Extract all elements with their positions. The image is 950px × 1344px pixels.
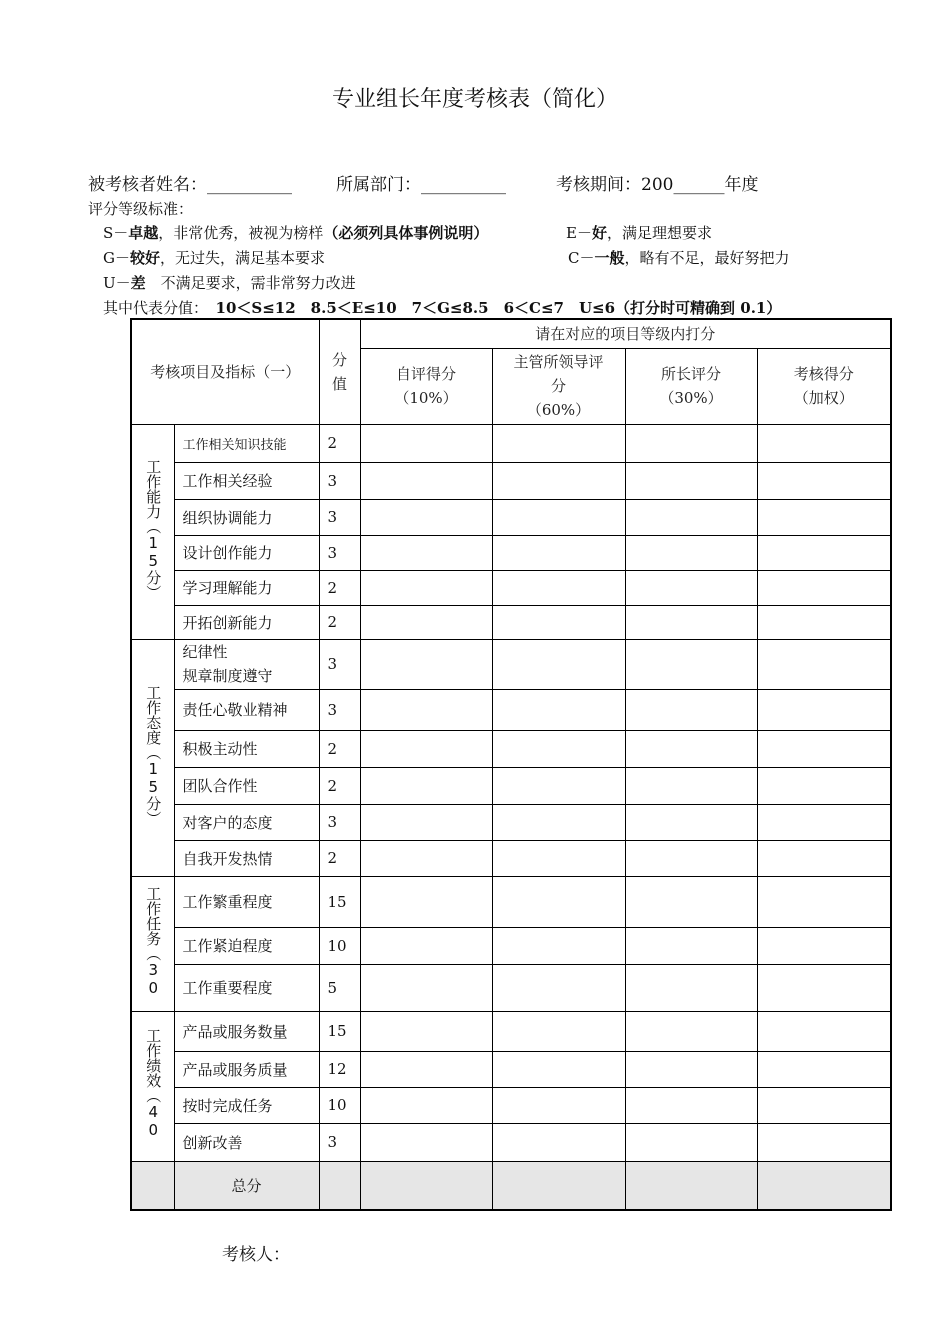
department-field-label: 所属部门：__________	[336, 175, 506, 195]
header-director-score: 所长评分 （30%）	[625, 348, 757, 424]
grade-s-name: 卓越	[128, 224, 159, 242]
period-field-label: 考核期间：200______年度	[556, 175, 759, 195]
table-row	[131, 639, 891, 689]
grade-s-text: ，非常优秀，被视为榜样	[158, 224, 324, 242]
final-score-cell[interactable]	[757, 767, 891, 804]
self-score-cell[interactable]	[360, 804, 492, 840]
item-score: 3	[319, 535, 360, 570]
director-score-cell[interactable]	[625, 689, 757, 730]
item-score: 3	[319, 639, 360, 689]
final-score-cell[interactable]	[757, 730, 891, 767]
director-score-cell[interactable]	[625, 570, 757, 605]
item-score: 3	[319, 462, 360, 499]
header-self-score: 自评得分 （10%）	[360, 348, 492, 424]
director-score-cell[interactable]	[625, 840, 757, 876]
manager-score-cell[interactable]	[492, 804, 625, 840]
item-label: 产品或服务数量	[174, 1011, 319, 1051]
item-score: 12	[319, 1051, 360, 1087]
assessor-label: 考核人：	[222, 1245, 290, 1265]
item-label: 产品或服务质量	[174, 1051, 319, 1087]
score-values-label: 其中代表分值：	[103, 299, 201, 317]
table-row	[131, 730, 891, 767]
grade-s-note: （必须列具体事例说明）	[323, 224, 489, 242]
item-label: 设计创作能力	[174, 535, 319, 570]
total-self-cell[interactable]	[360, 1161, 492, 1210]
table-row	[131, 1123, 891, 1161]
item-score: 2	[319, 424, 360, 462]
item-score: 5	[319, 964, 360, 1011]
item-label: 工作繁重程度	[174, 876, 319, 927]
total-director-cell[interactable]	[625, 1161, 757, 1210]
director-score-cell[interactable]	[625, 605, 757, 639]
director-score-cell[interactable]	[625, 730, 757, 767]
director-score-cell[interactable]	[625, 876, 757, 927]
final-score-cell[interactable]	[757, 570, 891, 605]
manager-score-cell[interactable]	[492, 605, 625, 639]
table-row	[131, 689, 891, 730]
item-label: 积极主动性	[174, 730, 319, 767]
item-label: 工作相关经验	[174, 462, 319, 499]
manager-score-cell[interactable]	[492, 840, 625, 876]
self-score-cell[interactable]	[360, 767, 492, 804]
final-score-cell[interactable]	[757, 804, 891, 840]
header-final-score: 考核得分 （加权）	[757, 348, 891, 424]
self-score-cell[interactable]	[360, 964, 492, 1011]
grade-e-text: ，满足理想要求	[606, 224, 712, 242]
item-score: 2	[319, 730, 360, 767]
category-ability: 工作能力（15分）	[131, 424, 174, 639]
assessment-table	[130, 318, 892, 1211]
director-score-cell[interactable]	[625, 804, 757, 840]
final-score-cell[interactable]	[757, 840, 891, 876]
score-values-line	[103, 297, 781, 318]
self-score-cell[interactable]	[360, 927, 492, 964]
manager-score-cell[interactable]	[492, 1123, 625, 1161]
item-score: 2	[319, 767, 360, 804]
final-score-cell[interactable]	[757, 876, 891, 927]
director-score-cell[interactable]	[625, 1087, 757, 1123]
final-score-cell[interactable]	[757, 927, 891, 964]
table-row	[131, 927, 891, 964]
self-score-cell[interactable]	[360, 840, 492, 876]
category-attitude: 工作态度（15分）	[131, 639, 174, 876]
item-label: 组织协调能力	[174, 499, 319, 535]
table-row	[131, 767, 891, 804]
self-score-cell[interactable]	[360, 499, 492, 535]
final-score-cell[interactable]	[757, 964, 891, 1011]
grade-u-text: 不满足要求，需非常努力改进	[145, 274, 356, 292]
item-score: 2	[319, 605, 360, 639]
manager-score-cell[interactable]	[492, 639, 625, 689]
item-label: 工作紧迫程度	[174, 927, 319, 964]
table-row	[131, 570, 891, 605]
final-score-cell[interactable]	[757, 1123, 891, 1161]
table-row	[131, 876, 891, 927]
item-score: 15	[319, 876, 360, 927]
total-row	[131, 1161, 891, 1210]
director-score-cell[interactable]	[625, 964, 757, 1011]
grade-s-prefix: S－	[103, 224, 129, 242]
manager-score-cell[interactable]	[492, 730, 625, 767]
final-score-cell[interactable]	[757, 1051, 891, 1087]
item-score: 2	[319, 570, 360, 605]
final-score-cell[interactable]	[757, 535, 891, 570]
item-label: 创新改善	[174, 1123, 319, 1161]
item-score: 10	[319, 1087, 360, 1123]
self-score-cell[interactable]	[360, 689, 492, 730]
grade-c-description	[568, 247, 790, 268]
director-score-cell[interactable]	[625, 1051, 757, 1087]
item-label: 按时完成任务	[174, 1087, 319, 1123]
table-row	[131, 605, 891, 639]
item-label: 纪律性 规章制度遵守	[174, 639, 319, 689]
manager-score-cell[interactable]	[492, 462, 625, 499]
table-row	[131, 462, 891, 499]
item-label: 自我开发热情	[174, 840, 319, 876]
manager-score-cell[interactable]	[492, 499, 625, 535]
final-score-cell[interactable]	[757, 639, 891, 689]
item-score: 3	[319, 689, 360, 730]
director-score-cell[interactable]	[625, 927, 757, 964]
final-score-cell[interactable]	[757, 499, 891, 535]
self-score-cell[interactable]	[360, 639, 492, 689]
manager-score-cell[interactable]	[492, 1087, 625, 1123]
manager-score-cell[interactable]	[492, 767, 625, 804]
director-score-cell[interactable]	[625, 639, 757, 689]
item-score: 2	[319, 840, 360, 876]
table-row	[131, 1087, 891, 1123]
final-score-cell[interactable]	[757, 462, 891, 499]
final-score-cell[interactable]	[757, 1087, 891, 1123]
grade-u-name: 差	[130, 274, 146, 292]
grade-g-name: 较好	[129, 249, 160, 267]
header-score: 分值	[319, 319, 360, 424]
grade-e-name: 好	[591, 224, 607, 242]
item-label: 开拓创新能力	[174, 605, 319, 639]
header-scoring-instruction: 请在对应的项目等级内打分	[360, 319, 891, 348]
item-label: 工作相关知识技能	[174, 424, 319, 462]
item-label: 工作重要程度	[174, 964, 319, 1011]
table-row	[131, 535, 891, 570]
final-score-cell[interactable]	[757, 689, 891, 730]
grade-e-description	[566, 222, 712, 243]
item-score: 3	[319, 499, 360, 535]
table-row	[131, 964, 891, 1011]
name-field-label: 被考核者姓名：__________	[88, 175, 292, 195]
item-score: 15	[319, 1011, 360, 1051]
director-score-cell[interactable]	[625, 535, 757, 570]
manager-score-cell[interactable]	[492, 964, 625, 1011]
self-score-cell[interactable]	[360, 462, 492, 499]
item-label: 责任心敬业精神	[174, 689, 319, 730]
item-score: 3	[319, 804, 360, 840]
item-score: 3	[319, 1123, 360, 1161]
final-score-cell[interactable]	[757, 424, 891, 462]
self-score-cell[interactable]	[360, 1051, 492, 1087]
self-score-cell[interactable]	[360, 535, 492, 570]
director-score-cell[interactable]	[625, 767, 757, 804]
total-label: 总分	[174, 1161, 319, 1210]
total-score-cell[interactable]	[319, 1161, 360, 1210]
total-final-cell[interactable]	[757, 1161, 891, 1210]
grade-g-description	[103, 247, 325, 268]
manager-score-cell[interactable]	[492, 535, 625, 570]
final-score-cell[interactable]	[757, 605, 891, 639]
manager-score-cell[interactable]	[492, 876, 625, 927]
director-score-cell[interactable]	[625, 499, 757, 535]
grade-e-prefix: E－	[566, 224, 592, 242]
table-row	[131, 840, 891, 876]
header-items: 考核项目及指标（一）	[131, 319, 319, 424]
manager-score-cell[interactable]	[492, 689, 625, 730]
table-row	[131, 1011, 891, 1051]
table-row	[131, 804, 891, 840]
self-score-cell[interactable]	[360, 1011, 492, 1051]
total-blank-cell	[131, 1161, 174, 1210]
item-label: 团队合作性	[174, 767, 319, 804]
grade-g-text: ，无过失，满足基本要求	[160, 249, 326, 267]
category-tasks: 工作任务（30	[131, 876, 174, 1011]
item-score: 10	[319, 927, 360, 964]
table-row	[131, 499, 891, 535]
grade-c-prefix: C－	[568, 249, 595, 267]
self-score-cell[interactable]	[360, 1123, 492, 1161]
manager-score-cell[interactable]	[492, 424, 625, 462]
table-row	[131, 1051, 891, 1087]
table-row	[131, 424, 891, 462]
self-score-cell[interactable]	[360, 605, 492, 639]
manager-score-cell[interactable]	[492, 927, 625, 964]
manager-score-cell[interactable]	[492, 1011, 625, 1051]
item-label: 对客户的态度	[174, 804, 319, 840]
self-score-cell[interactable]	[360, 1087, 492, 1123]
grade-u-prefix: U－	[103, 274, 131, 292]
score-values-ranges: 10＜S≤12 8.5＜E≤10 7＜G≤8.5 6＜C≤7 U≤6（打分时可精确到 0.1）	[215, 299, 782, 317]
criteria-heading: 评分等级标准：	[88, 200, 194, 218]
director-score-cell[interactable]	[625, 1011, 757, 1051]
category-performance: 工作绩效（40	[131, 1011, 174, 1161]
grade-c-name: 一般	[594, 249, 625, 267]
self-score-cell[interactable]	[360, 424, 492, 462]
self-score-cell[interactable]	[360, 876, 492, 927]
total-manager-cell[interactable]	[492, 1161, 625, 1210]
director-score-cell[interactable]	[625, 424, 757, 462]
page-title: 专业组长年度考核表（简化）	[331, 87, 618, 112]
grade-u-description	[103, 272, 356, 293]
self-score-cell[interactable]	[360, 570, 492, 605]
self-score-cell[interactable]	[360, 730, 492, 767]
grade-c-text: ，略有不足，最好努把力	[624, 249, 790, 267]
header-manager-score: 主管所领导评分 （60%）	[492, 348, 625, 424]
grade-s-description	[103, 222, 488, 243]
director-score-cell[interactable]	[625, 462, 757, 499]
manager-score-cell[interactable]	[492, 1051, 625, 1087]
grade-g-prefix: G－	[103, 249, 130, 267]
final-score-cell[interactable]	[757, 1011, 891, 1051]
item-label: 学习理解能力	[174, 570, 319, 605]
director-score-cell[interactable]	[625, 1123, 757, 1161]
manager-score-cell[interactable]	[492, 570, 625, 605]
